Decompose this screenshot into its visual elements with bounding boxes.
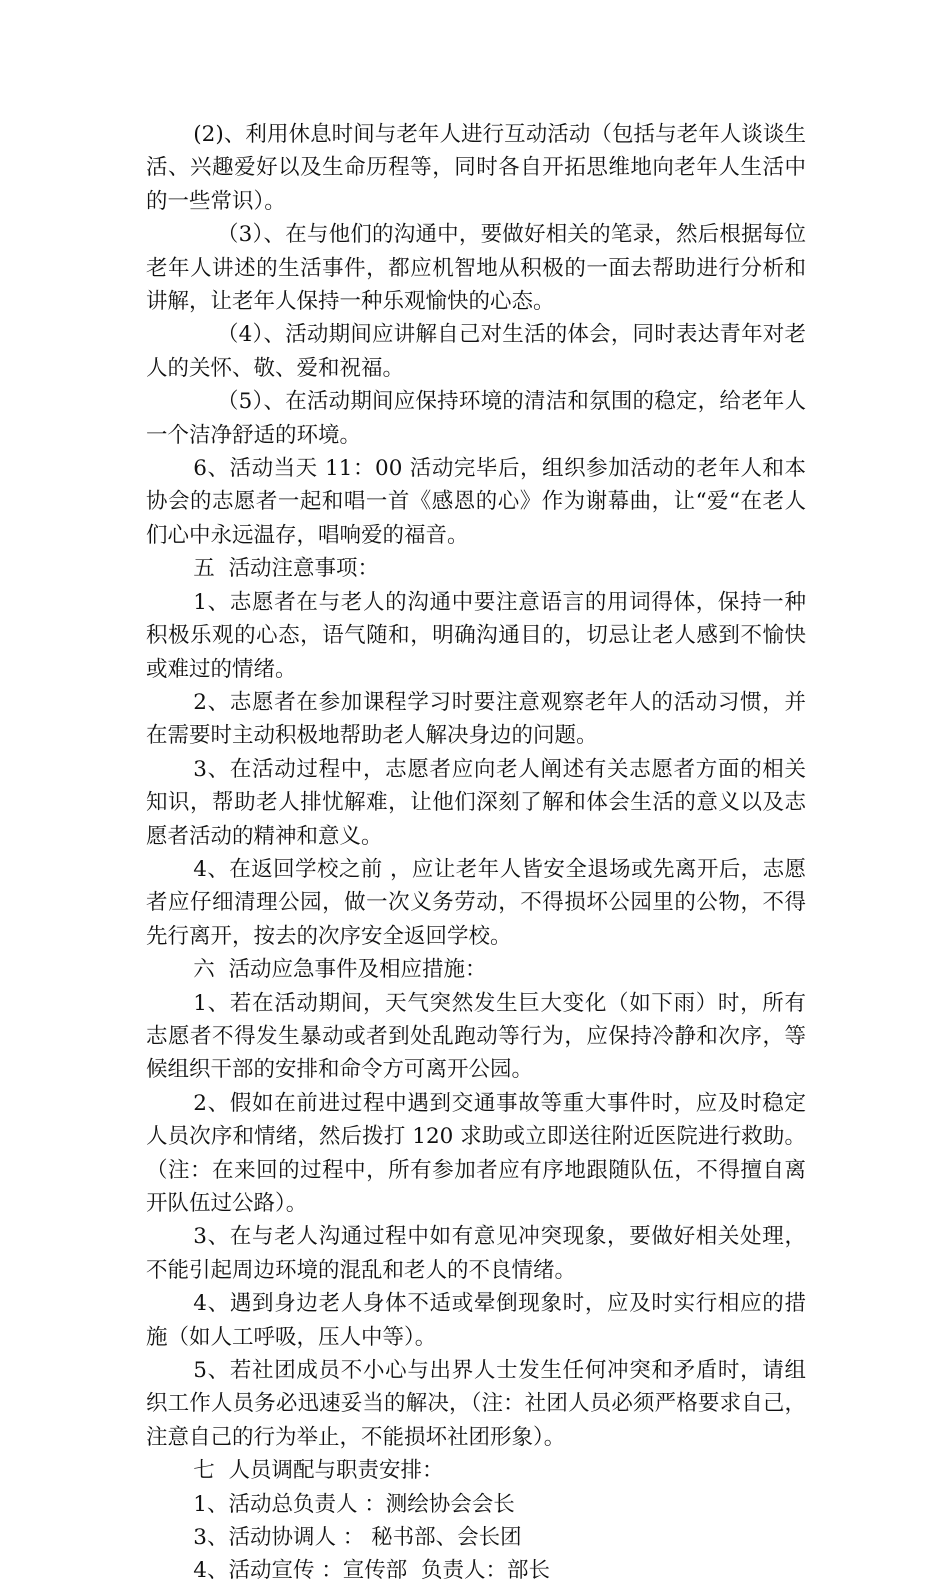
paragraph-staff-coordinator: 3、活动协调人 ： 秘书部、会长团	[193, 1525, 522, 1551]
paragraph-activity-5: （5）、在活动期间应保持环境的清洁和氛围的稳定，给老年人一个洁净舒适的环境。	[146, 389, 806, 448]
section-heading-staffing: 七 人员调配与职责安排：	[193, 1458, 444, 1484]
paragraph-note-4: 4、在返回学校之前 ，应让老年人皆安全退场或先离开后，志愿者应仔细清理公园，做一次义务劳动，不得损坏公园里的公物，不得先行离开，按去的次序安全返回学校。	[146, 856, 806, 949]
paragraph-emergency-5: 5、若社团成员不小心与出界人士发生任何冲突和矛盾时，请组织工作人员务必迅速妥当的解决，（注：社团人员必须严格要求自己，注意自己的行为举止，不能损坏社团形象）。	[146, 1358, 806, 1450]
document-page	[146, 118, 806, 1588]
paragraph-note-2: 2、志愿者在参加课程学习时要注意观察老年人的活动习惯，并在需要时主动积极地帮助老人解决身边的问题。	[146, 689, 806, 749]
paragraph-note-1: 1、志愿者在与老人的沟通中要注意语言的用词得体，保持一种积极乐观的心态，语气随和，明确沟通目的，切忌让老人感到不愉快或难过的情绪。	[146, 589, 806, 682]
paragraph-activity-6: 6、活动当天 11：00 活动完毕后，组织参加活动的老年人和本协会的志愿者一起和唱一首《感恩的心》作为谢幕曲，让“爱“在老人们心中永远温存，唱响爱的福音。	[146, 456, 806, 548]
paragraph-emergency-3: 3、在与老人沟通过程中如有意见冲突现象，要做好相关处理，不能引起周边环境的混乱和老人的不良情绪。	[146, 1224, 806, 1283]
paragraph-emergency-4: 4、遇到身边老人身体不适或晕倒现象时，应及时实行相应的措施（如人工呼吸，压人中等）。	[146, 1291, 806, 1350]
paragraph-note-3: 3、在活动过程中，志愿者应向老人阐述有关志愿者方面的相关知识，帮助老人排忧解难，让他们深刻了解和体会生活的意义以及志愿者活动的精神和意义。	[146, 756, 806, 849]
paragraph-activity-4: （4）、活动期间应讲解自己对生活的体会，同时表达青年对老人的关怀、敬、爱和祝福。	[146, 322, 806, 381]
paragraph-emergency-1: 1、若在活动期间，天气突然发生巨大变化（如下雨）时，所有志愿者不得发生暴动或者到处乱跑动等行为，应保持冷静和次序，等候组织干部的安排和命令方可离开公园。	[146, 990, 806, 1083]
paragraph-staff-lead: 1、活动总负责人 ：测绘协会会长	[193, 1491, 515, 1517]
paragraph-staff-publicity: 4、活动宣传 ：宣传部 负责人：部长	[193, 1558, 550, 1584]
paragraph-activity-3: （3）、在与他们的沟通中，要做好相关的笔录，然后根据每位老年人讲述的生活事件，都应机智地从积极的一面去帮助进行分析和讲解，让老年人保持一种乐观愉快的心态。	[146, 222, 806, 315]
paragraph-activity-2: (2)、利用休息时间与老年人进行互动活动（包括与老年人谈谈生活、兴趣爱好以及生命历程等，同时各自开拓思维地向老年人生活中的一些常识）。	[146, 122, 806, 214]
paragraph-emergency-2: 2、假如在前进过程中遇到交通事故等重大事件时，应及时稳定人员次序和情绪，然后拨打 120 求助或立即送往附近医院进行救助。（注：在来回的过程中，所有参加者应有序地跟随队伍，不得擅自离开队伍过公路）。	[146, 1090, 806, 1216]
section-heading-emergency: 六 活动应急事件及相应措施：	[193, 957, 487, 983]
section-heading-notes: 五 活动注意事项：	[193, 556, 379, 582]
